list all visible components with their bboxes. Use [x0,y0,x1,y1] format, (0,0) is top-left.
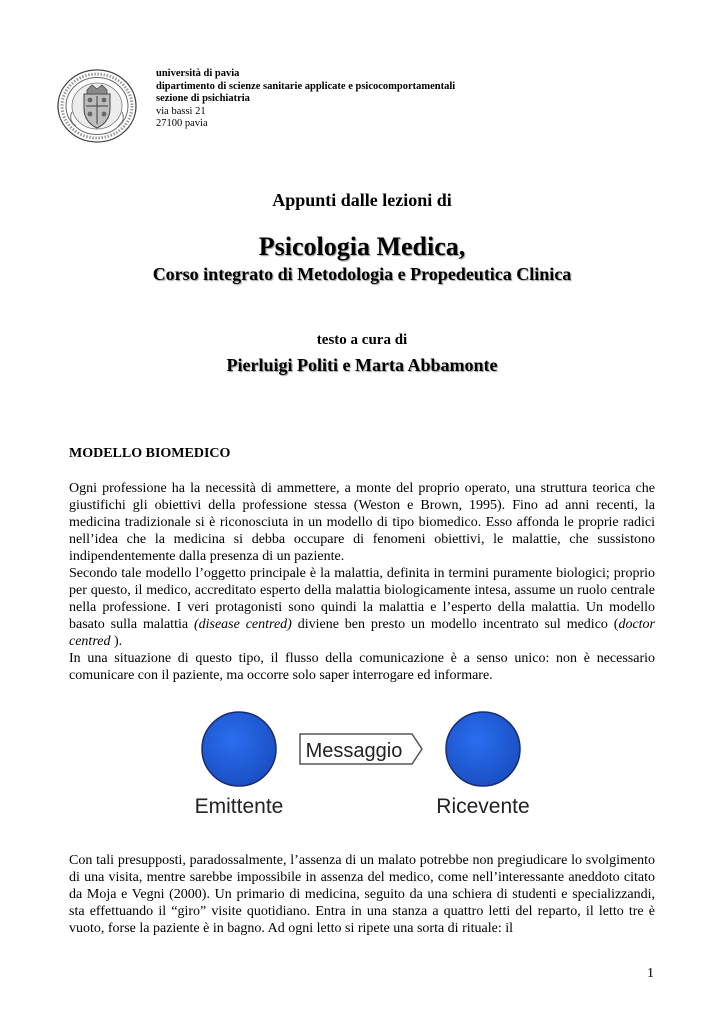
paragraph-2 [69,565,655,650]
department-name: dipartimento di scienze sanitarie applicate e psicocomportamentali [156,80,456,92]
body-text-block-1 [69,480,655,684]
sender-circle [202,712,276,786]
paragraph-4: Con tali presupposti, paradossalmente, l’assenza di un malato potrebbe non pregiudicare lo svolgimento di una visita, mentre sarebbe impossibile in assenza del medico, come nell’interessante aneddoto citato da Moja e Vegni (2000). Un primario di medicina, seguito da una schiera di studenti e specializzandi, sta effettuando il “giro” visite quotidiano. Entra in una stanza a quattro letti del reparto, il letto tre è vuoto, forse la paziente è in bagno. Ad ogni letto si ripete una sorta di rituale: il [69,853,655,936]
emphasis-disease-centred: (disease centred) [193,617,292,632]
receiver-circle [446,712,520,786]
message-label: Messaggio [305,740,403,762]
section-name: sezione di psichiatria [156,93,250,105]
section-heading: MODELLO BIOMEDICO [69,446,231,461]
title-intro: Appunti dalle lezioni di [272,190,452,210]
paragraph-2-text-c: ). [110,634,123,649]
university-seal [56,68,138,144]
page-number: 1 [647,966,654,981]
institution-header [156,68,455,131]
document-title: Psicologia Medica, [258,232,466,261]
receiver-label: Ricevente [436,795,530,818]
communication-diagram [192,710,538,825]
authors: Pierluigi Politi e Marta Abbamonte [226,355,498,375]
paragraph-1: Ogni professione ha la necessità di ammettere, a monte del proprio operato, una struttura teorica che giustifichi gli obiettivi della professione stessa (Weston e Brown, 1995). Fino ad anni recenti, la medicina tradizionale si è riconosciuta in un modello di tipo biomedico. Esso affonda le proprie radici nell’idea che la medicina si debba occupare di fenomeni obiettivi, le malattie, che sussistono indipendentemente dalla presenza di un paziente. [69,481,655,564]
course-title: Corso integrato di Metodologia e Propedeutica Clinica [152,264,572,284]
emphasis-doctor-centred: doctor centred [69,617,656,649]
paragraph-3: In una situazione di questo tipo, il flusso della comunicazione è a senso unico: non è necessario comunicare con il paziente, ma occorre solo saper interrogare ed informare. [69,651,655,683]
university-name: università di pavia [156,68,240,79]
paragraph-2-text-a: Secondo tale modello l’oggetto principale è la malattia, definita in termini puramente biologici; proprio per questo, il medico, accreditato esperto della malattia biologicamente intesa, assume un ruolo centrale nella professione. I veri protagonisti sono quindi la malattia e l’esperto della malattia. Un modello basato sulla malattia [69,566,655,632]
body-text-block-2 [69,852,655,937]
street-address: via bassi 21 [156,105,206,117]
sender-label: Emittente [194,795,284,818]
edited-by-label: testo a cura di [316,332,408,348]
paragraph-2-text-b: diviene ben presto un modello incentrato sul medico ( [291,617,619,632]
city-address: 27100 pavia [156,118,208,130]
